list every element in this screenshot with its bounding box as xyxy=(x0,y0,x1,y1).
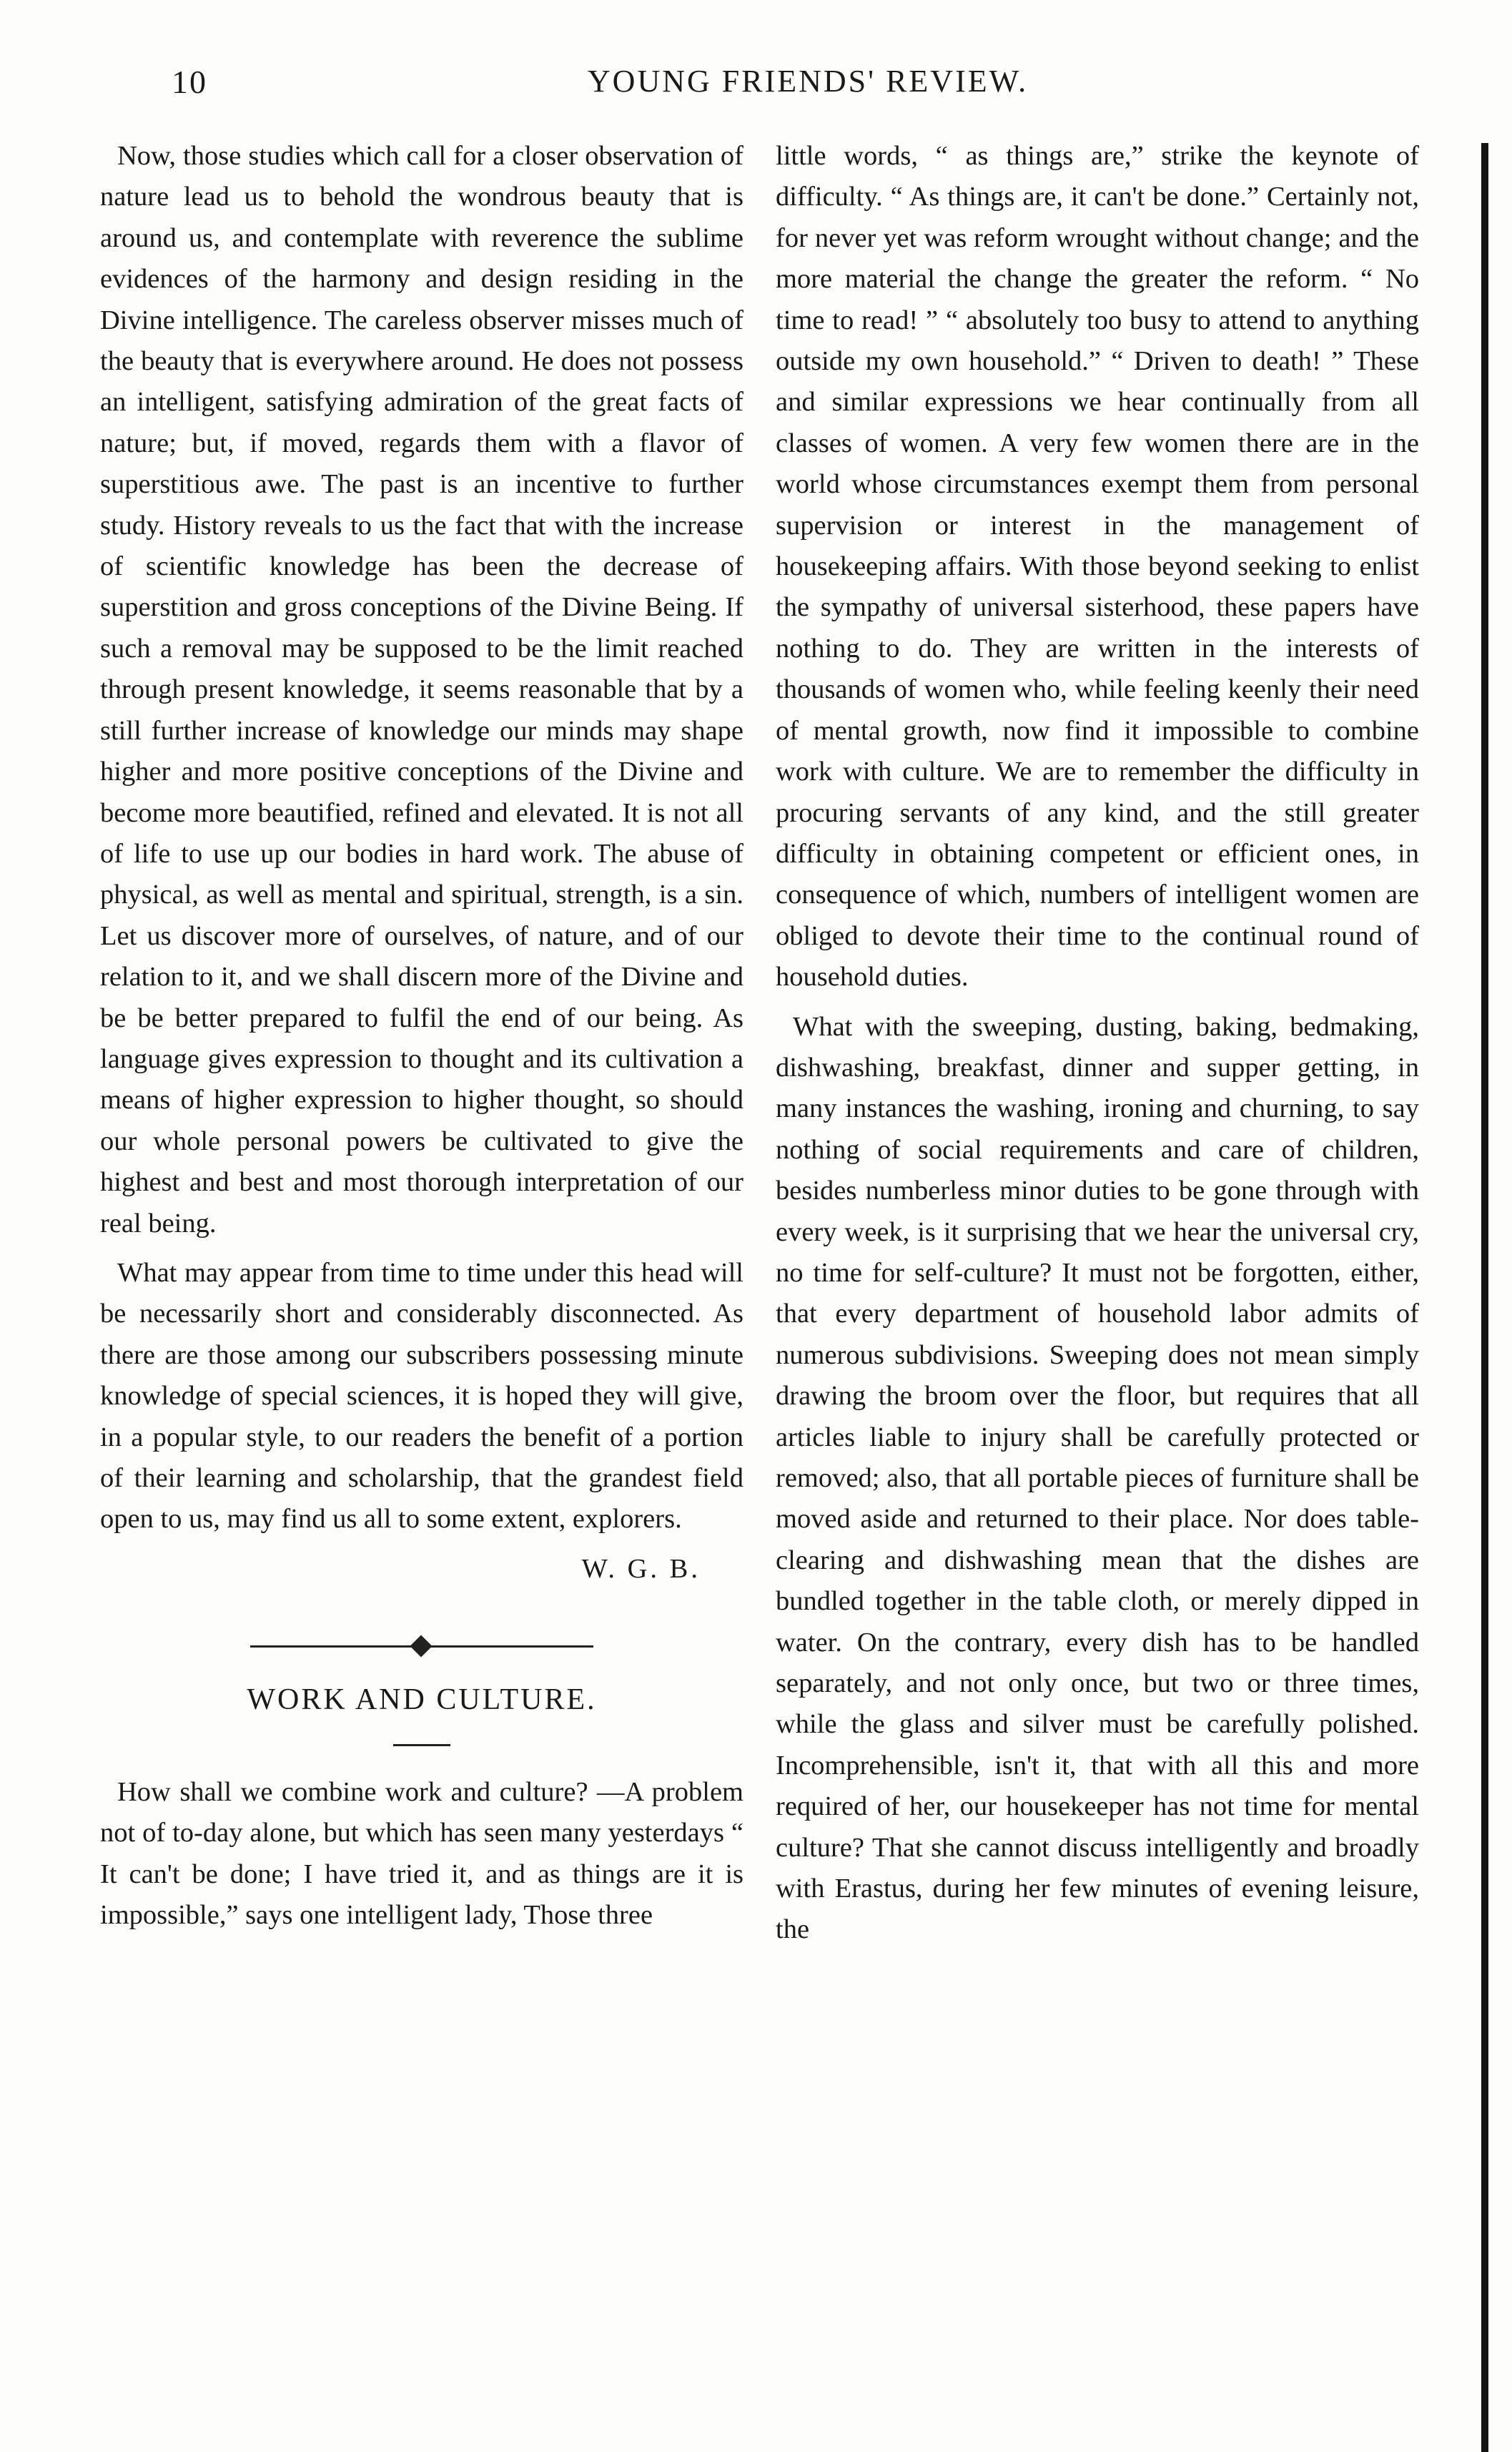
paragraph-household-duties: What with the sweeping, dusting, baking, bedmaking, dishwashing, breakfast, dinner and supper getting, in many instances the washing, ironing and churning, to say nothing of social requirements and care of children, besides numberless minor duties to be gone through with every week, is it surprising that we hear the universal cry, no time for self-culture? It must not be forgotten, either, that every department of household labor admits of numerous subdivisions. Sweeping does not mean simply drawing the broom over the floor, but requires that all articles liable to injury shall be carefully protected or removed; also, that all portable pieces of furniture shall be moved aside and returned to their place. Nor does table-clearing and dishwashing mean that the dishes are bundled together in the table cloth, or merely dipped in water. On the contrary, every dish has to be handled separately, and not only once, but two or three times, while the glass and silver must be carefully polished. Incomprehensible, isn't it, that with all this and more required of her, our housekeeper has not time for mental culture? That she cannot discuss intelligently and broadly with Erastus, during her few minutes of evening leisure, the xyxy=(776,1011,1419,1945)
page-edge-rule xyxy=(1481,143,1488,2452)
page-number: 10 xyxy=(172,64,207,100)
divider-diamond-icon xyxy=(410,1635,432,1657)
paragraph-work-culture-intro: How shall we combine work and culture? —A problem not of to-day alone, but which has seen many yesterdays “ It can't be done; I have tried it, and as things are it is impossible,” says one intelligent lady, Those three xyxy=(100,1776,743,1931)
title-rule xyxy=(393,1744,450,1746)
paragraph-nature-study: Now, those studies which call for a closer observation of nature lead us to behold the wondrous beauty that is around us, and contemplate with reverence the sublime evidences of the harmony and design residing in the Divine intelligence. The careless observer misses much of the beauty that is everywhere around. He does not possess an intelligent, satisfying admiration of the great facts of nature; but, if moved, regards them with a flavor of superstitious awe. The past is an incentive to further study. History reveals to us the fact that with the increase of scientific knowledge has been the decrease of superstition and gross conceptions of the Divine Being. If such a removal may be supposed to be the limit reached through present knowledge, it seems reasonable that by a still further increase of knowledge our minds may shape higher and more positive conceptions of the Divine and become more beautified, refined and elevated. It is not all of life to use up our bodies in hard work. The abuse of physical, as well as mental and spiritual, strength, is a sin. Let us discover more of ourselves, of nature, and of our relation to it, and we shall discern more of the Divine and be be better prepared to fulfil the end of our being. As language gives expression to thought and its cultivation a means of higher expression to higher thought, so should our whole personal powers be cultivated to give the highest and best and most thorough interpretation of our real being. xyxy=(100,141,743,1239)
running-title: YOUNG FRIENDS' REVIEW. xyxy=(587,64,1029,99)
author-signature: W. G. B. xyxy=(581,1553,701,1584)
left-column xyxy=(100,136,743,1936)
paragraph-contributions: What may appear from time to time under this head will be necessarily short and considerably disconnected. As there are those among our subscribers possessing minute knowledge of special sciences, it is hoped they will give, in a popular style, to our readers the benefit of a portion of their learning and scholarship, that the grandest field open to us, may find us all to some extent, explorers. xyxy=(100,1257,743,1535)
section-divider-ornament xyxy=(250,1633,593,1661)
running-header xyxy=(172,50,1444,114)
paragraph-things-as-they-are: little words, “ as things are,” strike the keynote of difficulty. “ As things are, it can't be done.” Certainly not, for never yet was reform wrought without change; and the more material the change the greater the reform. “ No time to read! ” “ absolutely too busy to attend to anything outside my own household.” “ Driven to death! ” These and similar expressions we hear continually from all classes of women. A very few women there are in the world whose circumstances exempt them from personal supervision or interest in the management of housekeeping affairs. With those beyond seeking to enlist the sympathy of universal sisterhood, these papers have nothing to do. They are written in the interests of thousands of women who, while feeling keenly their need of mental growth, now find it impossible to combine work with culture. We are to remember the difficulty in procuring servants of any kind, and the still greater difficulty in obtaining competent or efficient ones, in consequence of which, numbers of intelligent women are obliged to devote their time to the continual round of household duties. xyxy=(776,141,1419,993)
right-column xyxy=(776,136,1419,1951)
section-title: WORK AND CULTURE. xyxy=(247,1683,597,1716)
